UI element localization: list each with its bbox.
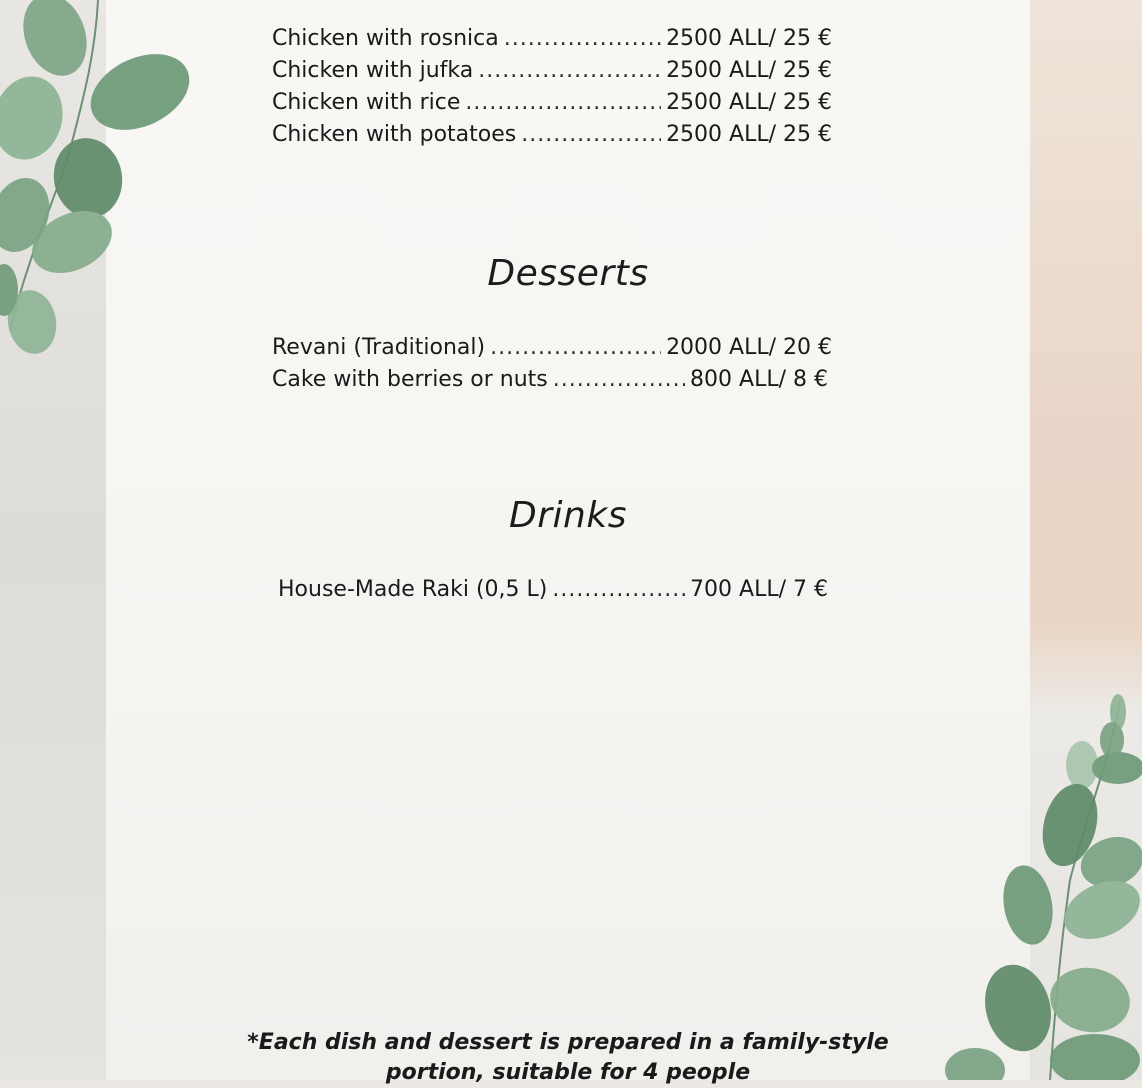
menu-item: [272, 333, 832, 363]
menu-item-price: 700 ALL/ 7 €: [690, 577, 828, 602]
menu-item-price: 2500 ALL/ 25 €: [666, 122, 832, 147]
leader-dots: [521, 120, 661, 150]
menu-item: [272, 24, 832, 54]
menu-item: [272, 365, 828, 395]
leader-dots: [478, 56, 661, 86]
menu-item: [272, 88, 832, 118]
leader-dots: [504, 24, 661, 54]
section-title-desserts: Desserts: [487, 253, 649, 294]
menu-paper: [106, 0, 1030, 1080]
leader-dots: [465, 88, 661, 118]
section-title-drinks: Drinks: [509, 495, 627, 536]
background-left-panel: [0, 0, 110, 1080]
menu-item-name: Chicken with rosnica: [272, 26, 499, 51]
menu-item-name: Chicken with potatoes: [272, 122, 517, 147]
menu-item-price: 800 ALL/ 8 €: [690, 367, 828, 392]
menu-item-price: 2500 ALL/ 25 €: [666, 26, 832, 51]
menu-item: [278, 575, 828, 605]
menu-item: [272, 120, 832, 150]
leader-dots: [552, 575, 685, 605]
menu-item-price: 2000 ALL/ 20 €: [666, 335, 832, 360]
background-right-panel: [1028, 0, 1142, 1080]
menu-item: [272, 56, 832, 86]
menu-item-name: Chicken with rice: [272, 90, 461, 115]
leader-dots: [553, 365, 685, 395]
menu-item-price: 2500 ALL/ 25 €: [666, 90, 832, 115]
menu-item-name: Revani (Traditional): [272, 335, 486, 360]
menu-item-name: House-Made Raki (0,5 L): [278, 577, 548, 602]
menu-item-price: 2500 ALL/ 25 €: [666, 58, 832, 83]
menu-item-name: Chicken with jufka: [272, 58, 474, 83]
leader-dots: [490, 333, 661, 363]
footnote: *Each dish and dessert is prepared in a family-style portion, suitable for 4 people: [247, 1030, 889, 1085]
menu-item-name: Cake with berries or nuts: [272, 367, 548, 392]
